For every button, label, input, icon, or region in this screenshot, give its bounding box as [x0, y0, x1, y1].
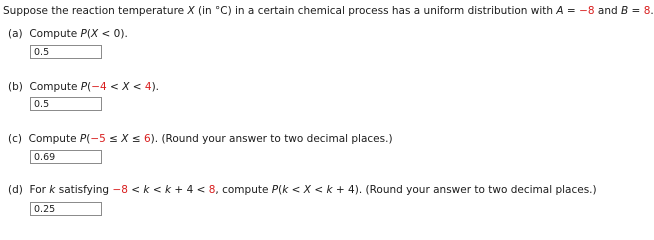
intro-text: and — [594, 5, 621, 17]
variable-k: k — [326, 184, 333, 196]
intro-text: = — [628, 5, 644, 17]
part-b-text: < — [129, 81, 145, 93]
lower-bound: −8 — [112, 184, 128, 196]
variable-a: A — [556, 5, 564, 17]
part-d-text: + 4 < — [171, 184, 209, 196]
part-a-question — [8, 28, 128, 41]
variable-k: k — [143, 184, 150, 196]
probability-symbol: P — [271, 184, 279, 196]
part-b-text: ( — [87, 81, 92, 93]
part-d-text: < — [127, 184, 144, 196]
part-a-text: Compute — [29, 28, 81, 40]
part-c-text: ). (Round your answer to two decimal places.) — [150, 133, 393, 145]
part-d-text: + 4). (Round your answer to two decimal places.) — [332, 184, 597, 196]
part-b-label: (b) — [8, 81, 23, 93]
variable-b: B — [621, 5, 629, 17]
part-d-label: (d) — [8, 184, 23, 196]
part-b-answer-field[interactable] — [30, 97, 102, 111]
part-c-text: Compute — [28, 133, 80, 145]
part-d-text: , compute — [215, 184, 272, 196]
part-c-label: (c) — [8, 133, 22, 145]
part-a-answer-field[interactable] — [30, 45, 102, 59]
intro-text: (in °C) in a certain chemical process has a uniform distribution with — [194, 5, 557, 17]
part-c-text: ≤ — [128, 133, 144, 145]
lower-bound: −5 — [90, 133, 106, 145]
part-d-question — [8, 184, 597, 197]
intro-text: = — [563, 5, 580, 17]
part-d-answer-field[interactable] — [30, 202, 102, 216]
variable-x: X — [91, 28, 99, 40]
probability-symbol: P — [80, 28, 87, 40]
upper-bound: 4 — [144, 81, 152, 93]
part-d-text: satisfying — [55, 184, 113, 196]
part-c-text: ( — [86, 133, 91, 145]
a-value: −8 — [579, 5, 595, 17]
probability-symbol: P — [79, 133, 87, 145]
probability-symbol: P — [80, 81, 88, 93]
part-d-text: For — [29, 184, 50, 196]
variable-k: k — [165, 184, 172, 196]
part-c-question — [8, 133, 393, 146]
intro-text: Suppose the reaction temperature — [3, 5, 188, 17]
b-value: 8 — [643, 5, 651, 17]
part-b-text: < — [106, 81, 123, 93]
part-d-text: < — [288, 184, 304, 196]
lower-bound: −4 — [91, 81, 107, 93]
part-a-label: (a) — [8, 28, 23, 40]
problem-statement — [3, 5, 654, 18]
variable-x: X — [122, 81, 130, 93]
intro-text: . — [650, 5, 654, 17]
variable-k: k — [282, 184, 289, 196]
part-c-answer-field[interactable] — [30, 150, 102, 164]
variable-x: X — [187, 5, 195, 17]
part-c-text: ≤ — [105, 133, 122, 145]
upper-bound: 8 — [208, 184, 216, 196]
part-a-text: ( — [86, 28, 91, 40]
part-a-text: < 0). — [98, 28, 128, 40]
variable-x: X — [121, 133, 129, 145]
part-d-text: < — [149, 184, 165, 196]
variable-k: k — [49, 184, 56, 196]
variable-x: X — [303, 184, 311, 196]
part-b-text: Compute — [29, 81, 81, 93]
part-b-text: ). — [151, 81, 159, 93]
part-b-question — [8, 81, 159, 94]
upper-bound: 6 — [143, 133, 151, 145]
part-d-text: < — [311, 184, 327, 196]
part-d-text: ( — [278, 184, 283, 196]
